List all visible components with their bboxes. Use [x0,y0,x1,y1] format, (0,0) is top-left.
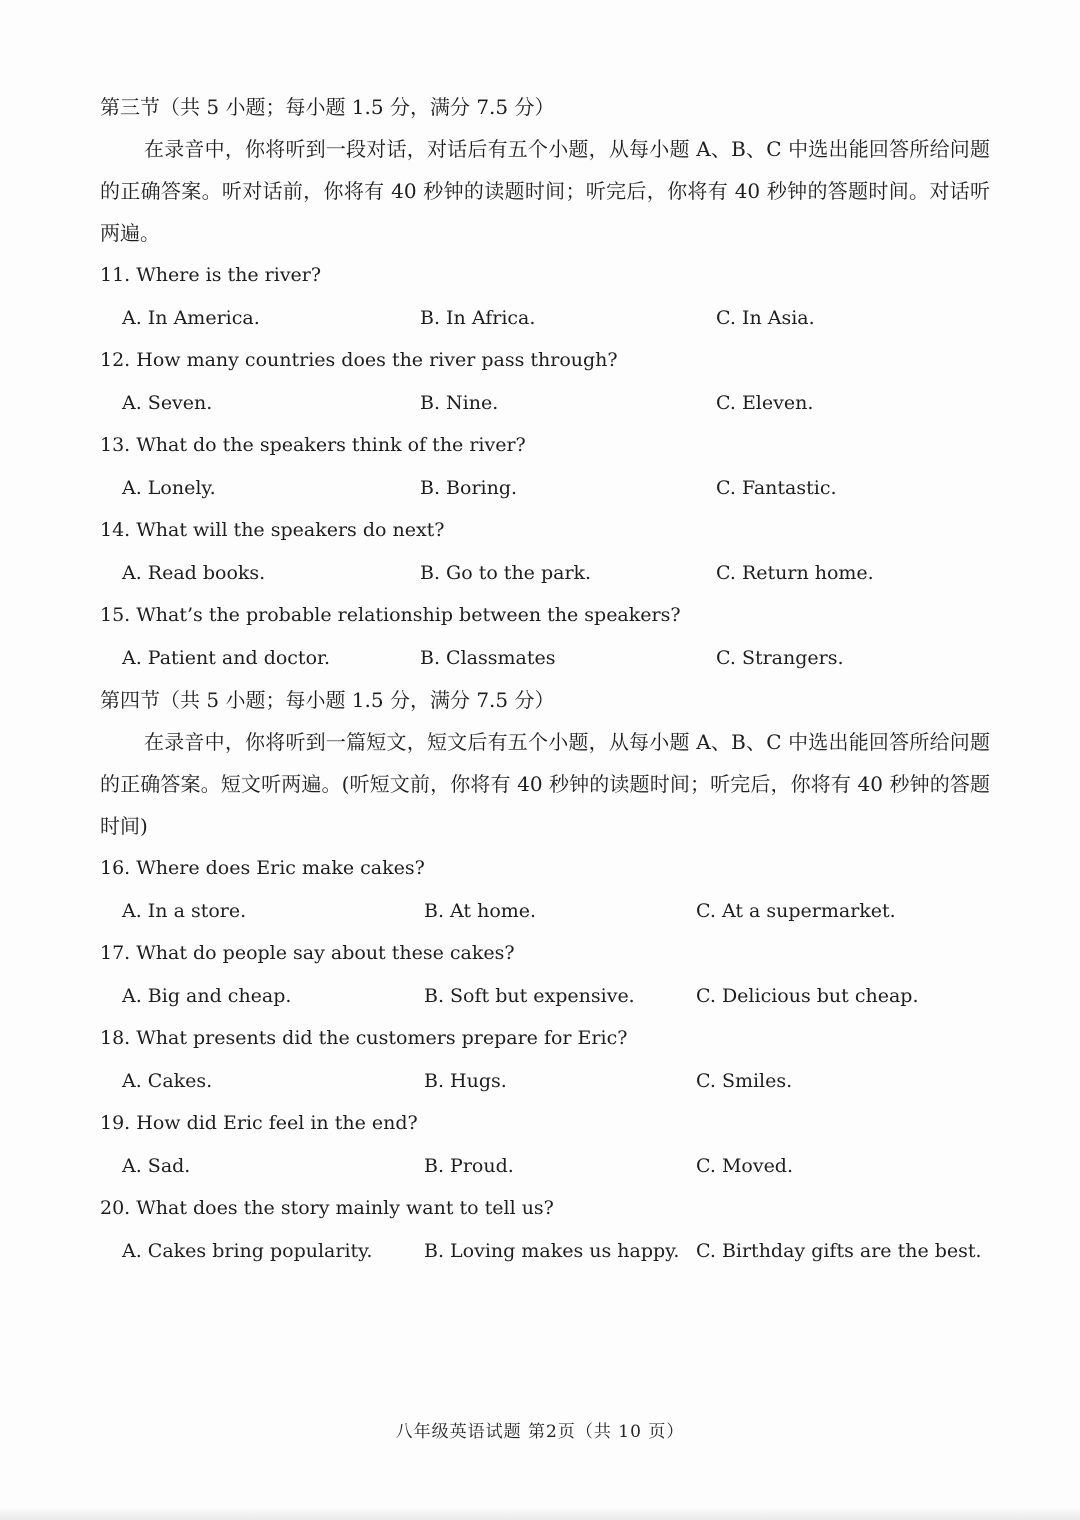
option-14-a: A. Read books. [122,561,266,584]
section-3 [100,86,990,679]
option-12-a: A. Seven. [122,391,213,414]
options-20 [100,1230,990,1273]
option-13-b: B. Boring. [420,476,518,499]
question-14: 14. What will the speakers do next? [100,519,445,541]
option-16-a: A. In a store. [122,899,247,922]
section-3-instruction: 在录音中，你将听到一段对话，对话后有五个小题，从每小题 A、B、C 中选出能回答所给问题的正确答案。听对话前，你将有 40 秒钟的读题时间；听完后，你将有 40 秒钟的答题时间。对话听两遍。 [100,137,990,245]
option-11-b: B. In Africa. [420,306,536,329]
option-16-c: C. At a supermarket. [696,899,896,922]
question-16: 16. Where does Eric make cakes? [100,857,425,879]
option-17-c: C. Delicious but cheap. [696,984,919,1007]
question-12: 12. How many countries does the river pass through? [100,349,618,371]
page-edge-shadow [0,1506,1080,1520]
question-19: 19. How did Eric feel in the end? [100,1112,418,1134]
option-11-a: A. In America. [122,306,260,329]
question-17: 17. What do people say about these cakes? [100,942,515,964]
option-14-b: B. Go to the park. [420,561,592,584]
options-14 [100,552,990,595]
section-4 [100,679,990,1272]
option-14-c: C. Return home. [716,561,874,584]
option-12-c: C. Eleven. [716,391,814,414]
option-18-a: A. Cakes. [122,1069,213,1092]
option-20-b: B. Loving makes us happy. [424,1239,680,1262]
options-17 [100,975,990,1018]
option-15-c: C. Strangers. [716,646,844,669]
question-15: 15. What’s the probable relationship between the speakers? [100,604,681,626]
section-4-title: 第四节（共 5 小题；每小题 1.5 分，满分 7.5 分） [100,688,555,712]
page-footer: 八年级英语试题 第2页（共 10 页） [395,1422,685,1442]
option-11-c: C. In Asia. [716,306,815,329]
option-18-b: B. Hugs. [424,1069,507,1092]
exam-content [100,86,990,1272]
option-17-b: B. Soft but expensive. [424,984,635,1007]
option-13-c: C. Fantastic. [716,476,837,499]
option-19-a: A. Sad. [122,1154,191,1177]
question-13: 13. What do the speakers think of the river? [100,434,526,456]
option-13-a: A. Lonely. [122,476,216,499]
option-19-b: B. Proud. [424,1154,514,1177]
option-18-c: C. Smiles. [696,1069,793,1092]
options-16 [100,890,990,933]
section-4-instruction: 在录音中，你将听到一篇短文，短文后有五个小题，从每小题 A、B、C 中选出能回答所给问题的正确答案。短文听两遍。(听短文前，你将有 40 秒钟的读题时间；听完后，你将有 40 秒钟的答题时间) [100,730,990,838]
options-13 [100,467,990,510]
options-15 [100,637,990,680]
option-15-a: A. Patient and doctor. [122,646,331,669]
options-12 [100,382,990,425]
option-15-b: B. Classmates [420,646,556,669]
option-17-a: A. Big and cheap. [122,984,292,1007]
option-19-c: C. Moved. [696,1154,794,1177]
option-20-a: A. Cakes bring popularity. [122,1239,373,1262]
question-20: 20. What does the story mainly want to tell us? [100,1197,554,1219]
options-11 [100,297,990,340]
section-3-title: 第三节（共 5 小题；每小题 1.5 分，满分 7.5 分） [100,95,555,119]
option-20-c: C. Birthday gifts are the best. [696,1239,982,1262]
options-18 [100,1060,990,1103]
options-19 [100,1145,990,1188]
question-11: 11. Where is the river? [100,264,322,286]
option-16-b: B. At home. [424,899,537,922]
option-12-b: B. Nine. [420,391,499,414]
question-18: 18. What presents did the customers prepare for Eric? [100,1027,628,1049]
